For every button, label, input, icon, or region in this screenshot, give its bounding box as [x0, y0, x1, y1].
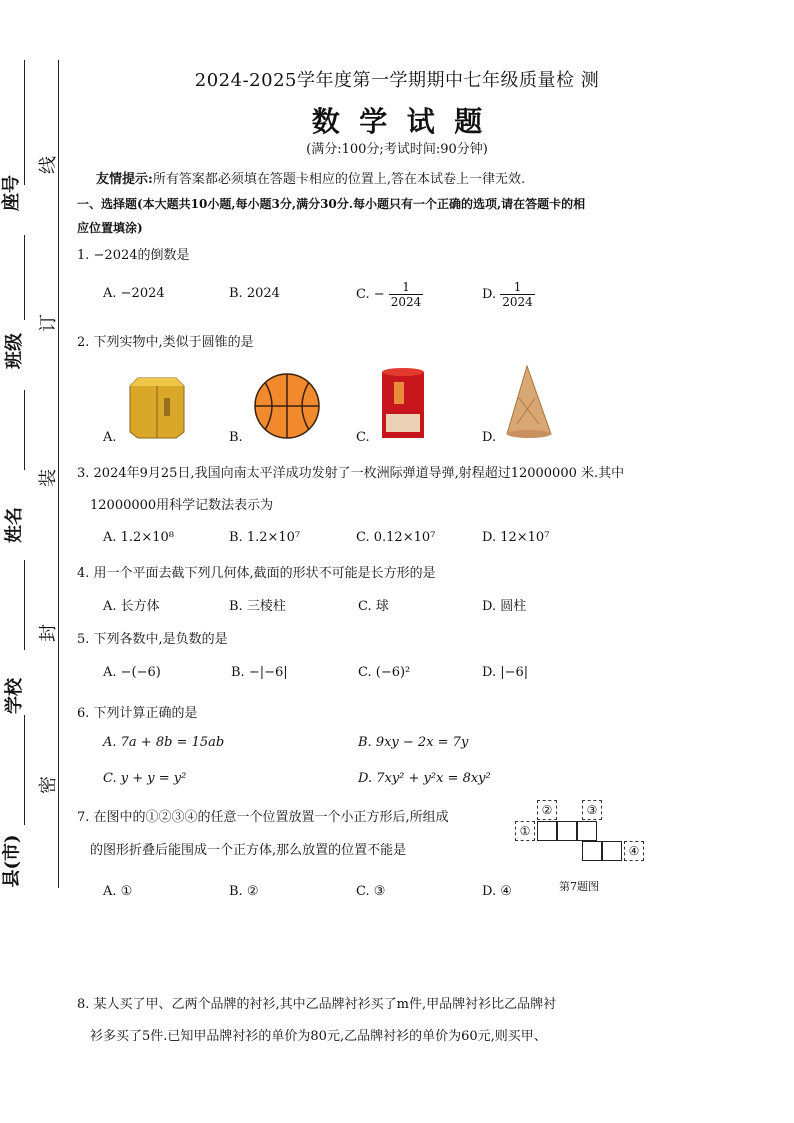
- q3-option-a: A. 1.2×10⁸: [103, 530, 174, 545]
- q1-option-d-label: D.: [482, 287, 497, 302]
- name-label: 姓名: [4, 507, 25, 543]
- tip-line: [96, 168, 525, 187]
- q1-stem: 1. −2024的倒数是: [77, 248, 190, 263]
- q7-option-c: C. ③: [356, 884, 386, 899]
- q6-stem: 6. 下列计算正确的是: [77, 706, 198, 721]
- q8-stem-line1: 8. 某人买了甲、乙两个品牌的衬衫,其中乙品牌衬衫买了m件,甲品牌衬衫比乙品牌衬: [77, 997, 557, 1012]
- hexagonal-box-image: [128, 370, 186, 440]
- q7-option-d: D. ④: [482, 884, 512, 899]
- net-square: [582, 841, 602, 861]
- q3-option-c: C. 0.12×10⁷: [356, 530, 436, 545]
- q5-stem: 5. 下列各数中,是负数的是: [77, 632, 228, 647]
- q2-option-c: C.: [356, 430, 370, 445]
- q2-option-b: B.: [229, 430, 243, 445]
- q2-option-d: D.: [482, 430, 497, 445]
- q3-option-b: B. 1.2×10⁷: [229, 530, 301, 545]
- seal-char-xian: 线: [38, 156, 59, 174]
- q1-d-denominator: 2024: [502, 295, 533, 309]
- q1-option-c-label: C. −: [356, 287, 385, 302]
- q5-option-a: A. −(−6): [103, 665, 161, 680]
- q1-d-numerator: 1: [500, 280, 535, 295]
- subject-title: 数 学 试 题: [311, 105, 483, 138]
- q5-option-b: B. −|−6|: [231, 665, 288, 680]
- exam-title: 2024-2025学年度第一学期期中七年级质量检 测: [194, 70, 600, 91]
- q7-option-a: A. ①: [103, 884, 133, 899]
- section1-heading-line1: 一、选择题(本大题共10小题,每小题3分,满分30分.每小题只有一个正确的选项,请在答题卡的相: [77, 197, 586, 211]
- seat-number-label: 座号: [1, 175, 22, 211]
- q5-option-d: D. |−6|: [482, 665, 529, 680]
- q3-stem-line1: 3. 2024年9月25日,我国向南太平洋成功发射了一枚洲际弹道导弹,射程超过12000000 米.其中: [77, 466, 625, 481]
- cube-net-figure: [515, 798, 647, 868]
- q1-option-a: A. −2024: [103, 286, 165, 301]
- ice-cream-cone-image: [505, 364, 553, 440]
- county-blank: [24, 715, 25, 825]
- q6-option-a: A. 7a + 8b = 15ab: [103, 735, 225, 750]
- position-1-mark: ①: [515, 821, 535, 841]
- q1-option-d: [482, 280, 535, 309]
- position-4-mark: ④: [624, 841, 644, 861]
- net-square: [537, 821, 557, 841]
- tip-text: 所有答案都必须填在答题卡相应的位置上,答在本试卷上一律无效.: [152, 172, 526, 187]
- q7-figure-caption: 第7题图: [559, 880, 599, 893]
- q2-option-a: A.: [103, 430, 117, 445]
- class-label: 班级: [4, 333, 25, 369]
- net-square: [602, 841, 622, 861]
- position-2-mark: ②: [537, 800, 557, 820]
- exam-info: (满分:100分;考试时间:90分钟): [306, 142, 488, 157]
- net-square: [557, 821, 577, 841]
- seal-char-feng: 封: [38, 624, 59, 642]
- school-blank: [24, 560, 25, 650]
- position-3-mark: ③: [582, 800, 602, 820]
- county-label: 县(市): [1, 834, 23, 888]
- q1-c-numerator: 1: [389, 280, 424, 295]
- q3-option-d: D. 12×10⁷: [482, 530, 550, 545]
- q4-option-b: B. 三棱柱: [229, 599, 286, 614]
- q6-option-c: C. y + y = y²: [103, 771, 187, 786]
- section1-heading-line2: 应位置填涂): [77, 221, 143, 235]
- q4-option-a: A. 长方体: [103, 599, 160, 614]
- q1-option-b: B. 2024: [229, 286, 280, 301]
- q1-option-d-fraction: [500, 280, 535, 309]
- seal-char-ding: 订: [38, 314, 59, 332]
- q3-stem-line2: 12000000用科学记数法表示为: [90, 498, 274, 513]
- q4-option-c: C. 球: [358, 599, 389, 614]
- class-blank: [24, 235, 25, 320]
- basketball-image: [253, 372, 321, 440]
- cylinder-can-image: [380, 366, 426, 442]
- q4-option-d: D. 圆柱: [482, 599, 527, 614]
- q1-c-denominator: 2024: [390, 295, 422, 309]
- school-label: 学校: [4, 678, 25, 714]
- seal-char-zhuang: 装: [38, 469, 59, 487]
- name-blank: [24, 390, 25, 470]
- tip-label: 友情提示:: [96, 172, 153, 187]
- q4-stem: 4. 用一个平面去截下列几何体,截面的形状不可能是长方形的是: [77, 566, 436, 581]
- q6-option-b: B. 9xy − 2x = 7y: [358, 735, 469, 750]
- q1-option-c: [356, 280, 423, 309]
- q7-stem-line1: 7. 在图中的①②③④的任意一个位置放置一个小正方形后,所组成: [77, 810, 449, 825]
- q7-option-b: B. ②: [229, 884, 259, 899]
- q2-stem: 2. 下列实物中,类似于圆锥的是: [77, 335, 254, 350]
- q8-stem-line2: 衫多买了5件.已知甲品牌衬衫的单价为80元,乙品牌衬衫的单价为60元,则买甲、: [90, 1029, 547, 1044]
- net-square: [577, 821, 597, 841]
- q7-stem-line2: 的图形折叠后能围成一个正方体,那么放置的位置不能是: [90, 843, 407, 858]
- q1-option-c-fraction: [389, 280, 424, 309]
- seal-char-mi: 密: [38, 776, 59, 794]
- q5-option-c: C. (−6)²: [358, 665, 411, 680]
- q6-option-d: D. 7xy² + y²x = 8xy²: [358, 771, 491, 786]
